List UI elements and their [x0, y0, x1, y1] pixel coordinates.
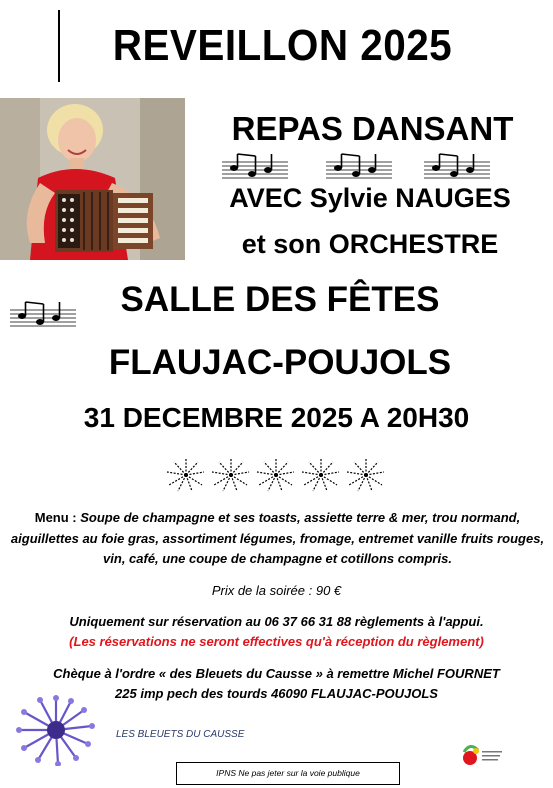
event-heading: REPAS DANSANT [231, 110, 514, 147]
menu-text [10, 508, 545, 570]
accordionist-photo [0, 98, 185, 260]
music-notes-icon [222, 152, 288, 180]
music-notes-icon [326, 152, 392, 180]
cornflower-icon [16, 694, 96, 771]
music-notes-icon [10, 300, 76, 328]
address-text: 225 imp pech des tourds 46090 FLAUJAC-POUJOLS [115, 686, 438, 701]
price-text: Prix de la soirée : 90 € [211, 583, 342, 598]
association-name: LES BLEUETS DU CAUSSE [116, 729, 245, 740]
reservation-text: Uniquement sur réservation au 06 37 66 31 88 règlements à l'appui. [69, 614, 484, 629]
cheque-instructions: Chèque à l'ordre « des Bleuets du Causse » à remettre Michel FOURNET [53, 666, 500, 681]
venue-name: SALLE DES FÊTES [120, 280, 440, 319]
reservation-note: (Les réservations ne seront effectives qu'à réception du règlement) [69, 634, 484, 649]
partner-logo-icon [460, 742, 504, 773]
fireworks-icon [164, 458, 390, 492]
town-name: FLAUJAC-POUJOLS [108, 343, 452, 382]
artist-line: AVEC Sylvie NAUGES [229, 183, 511, 213]
menu-items: Soupe de champagne et ses toasts, assiette terre & mer, trou normand, aiguillettes au foie gras, assortiment légumes, fromage, entremet vanille fruits rouges, vin, café, une coupe de champagne et cotillons compris. [10, 510, 545, 566]
ipns-notice: IPNS Ne pas jeter sur la voie publique [176, 762, 400, 785]
music-notes-icon [424, 152, 490, 180]
orchestra-line: et son ORCHESTRE [241, 229, 499, 259]
poster-title: REVEILLON 2025 [58, 10, 505, 82]
event-datetime: 31 DECEMBRE 2025 A 20H30 [83, 402, 470, 433]
menu-label: Menu : [34, 510, 77, 525]
